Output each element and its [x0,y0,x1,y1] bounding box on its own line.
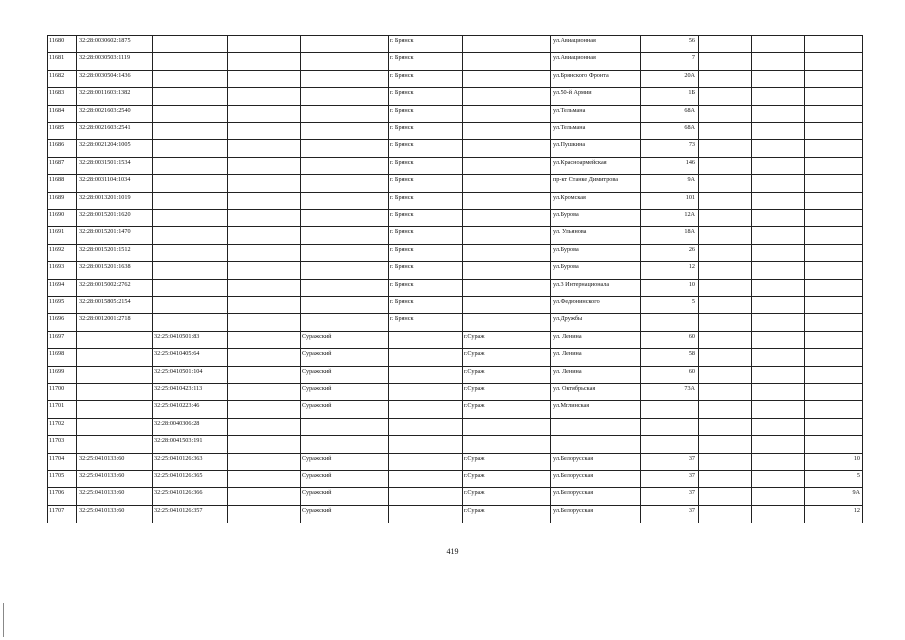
locality-1-cell: г. Брянск [390,228,414,236]
scan-artifact-line [3,603,4,637]
locality-2-cell [462,297,550,313]
cadastral-number-1-cell [77,384,152,400]
cadastral-number-2-cell [152,175,227,191]
table-row [47,453,863,470]
page-number: 419 [446,547,459,556]
locality-2-cell [462,36,550,52]
registry-table [47,35,863,523]
cadastral-number-2-cell [152,297,227,313]
locality-1-cell [388,488,462,504]
district-cell [300,53,388,69]
flat-number-cell [804,297,863,313]
cadastral-number-1-cell [77,401,152,417]
locality-1-cell [388,401,462,417]
locality-2-cell: г.Сураж [464,506,485,514]
district-cell [300,436,388,452]
row-number-cell: 11706 [49,489,65,497]
flat-number-cell [804,349,863,365]
row-number-cell: 11692 [49,245,65,253]
locality-1-cell: г. Брянск [390,71,414,79]
locality-1-cell: г. Брянск [390,37,414,44]
row-number-cell: 11685 [49,124,65,131]
table-row [47,139,863,156]
street-cell: ул.Мглинская [553,402,590,410]
row-number-cell: 11704 [49,454,65,462]
column-divider [47,35,48,523]
cadastral-number-1-cell: 32:28:0011603:1382 [79,89,131,97]
row-number-cell: 11691 [49,228,65,236]
street-cell: пр-кт Станке Димитрова [553,176,618,184]
cadastral-number-1-cell: 32:28:0021603:2541 [79,124,131,131]
locality-2-cell [462,140,550,156]
table-row [47,348,863,365]
house-number-cell: 7 [691,54,695,62]
cadastral-number-2-cell: 32:25:0410126:366 [154,489,203,497]
table-row [47,313,863,330]
flat-number-cell [804,262,863,278]
district-cell: Суражский [302,332,332,340]
cadastral-number-2-cell [152,280,227,296]
locality-2-cell [462,314,550,330]
locality-1-cell [388,384,462,400]
cadastral-number-1-cell: 32:28:0030602:1875 [79,37,131,44]
table-row [47,70,863,87]
house-number-cell: 9А [687,176,695,184]
table-row [47,35,863,52]
street-cell [551,436,640,452]
house-number-cell: 37 [688,489,695,497]
table-row [47,192,863,209]
house-number-cell: 20А [684,71,695,79]
cadastral-number-1-cell: 32:28:0012001:2718 [79,315,131,323]
flat-number-cell [804,88,863,104]
cadastral-number-1-cell: 32:28:0031104:1034 [79,176,131,184]
row-number-cell: 11684 [49,106,65,114]
street-cell: ул. Ульянова [553,228,587,236]
cadastral-number-2-cell [152,158,227,174]
table-row [47,174,863,191]
cadastral-number-1-cell: 32:28:0015805:2154 [79,298,131,305]
row-number-cell: 11707 [49,506,65,514]
table-row [47,122,863,139]
locality-1-cell: г. Брянск [390,298,414,305]
house-number-cell: 60 [688,367,695,375]
cadastral-number-1-cell [77,349,152,365]
house-number-cell: 68А [684,124,695,131]
table-row [47,366,863,383]
house-number-cell: 73А [684,385,695,392]
row-number-cell: 11680 [49,37,65,44]
cadastral-number-1-cell: 32:28:0015002:2762 [79,280,131,288]
street-cell: ул.Авиационная [553,54,596,62]
column-divider [550,35,551,523]
locality-2-cell [462,88,550,104]
street-cell: ул.Бурова [553,263,579,271]
cadastral-number-1-cell: 32:28:0015201:1470 [79,228,131,236]
house-number-cell: 101 [685,193,695,201]
row-number-cell: 11688 [49,176,65,184]
flat-number-cell [804,193,863,209]
district-cell [300,71,388,87]
street-cell: ул.3 Интернационала [553,280,610,288]
street-cell: ул.Дружбы [553,315,583,323]
house-number-cell: 12А [684,211,695,218]
flat-number-cell [804,140,863,156]
cadastral-number-1-cell: 32:28:0015201:1620 [79,211,131,218]
cadastral-number-2-cell [152,106,227,122]
locality-2-cell: г.Сураж [464,402,485,410]
flat-number-cell [804,53,863,69]
street-cell: ул.Брянского Фронта [553,71,609,79]
district-cell [300,193,388,209]
locality-1-cell: г. Брянск [390,106,414,114]
locality-2-cell [462,245,550,261]
street-cell: ул. Ленина [553,332,582,340]
district-cell [300,262,388,278]
district-cell: Суражский [302,489,332,497]
cadastral-number-1-cell: 32:28:0031501:1534 [79,158,131,166]
flat-number-cell [804,384,863,400]
locality-1-cell: г. Брянск [390,245,414,253]
cadastral-number-1-cell: 32:25:0410133:60 [79,472,125,479]
house-number-cell: 60 [688,332,695,340]
cadastral-number-2-cell: 32:25:0410223:46 [154,402,200,410]
row-number-cell: 11689 [49,193,65,201]
locality-1-cell: г. Брянск [390,280,414,288]
cadastral-number-1-cell: 32:28:0015201:1512 [79,245,131,253]
street-cell: ул. Ленина [553,367,582,375]
house-number-cell: 5 [691,298,695,305]
cadastral-number-1-cell [77,367,152,383]
locality-1-cell: г. Брянск [390,158,414,166]
cadastral-number-2-cell [152,36,227,52]
house-number-cell: 37 [688,506,695,514]
street-cell: ул.Пушкина [553,141,586,149]
column-divider [640,35,641,523]
cadastral-number-2-cell: 32:25:0410501:104 [154,367,203,375]
street-cell: ул.Тельмана [553,106,586,114]
locality-2-cell: г.Сураж [464,350,485,358]
flat-number-cell [804,401,863,417]
locality-1-cell [388,367,462,383]
street-cell: ул.Белорусская [553,506,594,514]
district-cell: Суражский [302,350,332,358]
flat-number-cell [804,314,863,330]
locality-2-cell [462,419,550,435]
row-number-cell: 11682 [49,71,65,79]
cadastral-number-2-cell: 32:28:0040306:28 [154,419,200,427]
locality-2-cell [462,123,550,139]
locality-1-cell [388,419,462,435]
locality-2-cell [462,175,550,191]
street-cell [551,419,640,435]
locality-2-cell: г.Сураж [464,454,485,462]
flat-number-cell [804,158,863,174]
row-number-cell: 11705 [49,472,65,479]
cadastral-number-2-cell [152,314,227,330]
district-cell [300,140,388,156]
flat-number-cell: 12 [853,506,860,514]
district-cell: Суражский [302,506,332,514]
flat-number-cell [804,367,863,383]
table-row [47,435,863,452]
locality-2-cell [462,53,550,69]
column-divider [388,35,389,523]
flat-number-cell [804,280,863,296]
locality-2-cell [462,262,550,278]
column-divider [751,35,752,523]
locality-2-cell: г.Сураж [464,332,485,340]
flat-number-cell [804,332,863,348]
cadastral-number-1-cell: 32:28:0030503:1119 [79,54,131,62]
table-row [47,244,863,261]
cadastral-number-2-cell: 32:28:0041503:191 [154,437,203,445]
locality-2-cell: г.Сураж [464,385,485,392]
row-number-cell: 11702 [49,419,65,427]
house-number-cell: 58 [688,350,695,358]
street-cell: ул.Тельмана [553,124,586,131]
cadastral-number-2-cell [152,123,227,139]
house-number-cell: 1Б [688,89,695,97]
district-cell: Суражский [302,402,332,410]
row-number-cell: 11686 [49,141,65,149]
street-cell: ул.Белорусская [553,489,594,497]
locality-1-cell: г. Брянск [390,193,414,201]
row-number-cell: 11699 [49,367,65,375]
row-number-cell: 11703 [49,437,65,445]
cadastral-number-2-cell: 32:25:0410126:365 [154,472,203,479]
row-number-cell: 11694 [49,280,65,288]
locality-1-cell: г. Брянск [390,124,414,131]
locality-2-cell [462,158,550,174]
table-row [47,505,863,522]
street-cell: ул.Белорусская [553,472,594,479]
street-cell: ул.Красноармейская [553,158,607,166]
street-cell: ул.50-й Армии [553,89,592,97]
cadastral-number-2-cell: 32:25:0410126:363 [154,454,203,462]
cadastral-number-1-cell [77,332,152,348]
locality-2-cell [462,210,550,226]
locality-1-cell: г. Брянск [390,263,414,271]
district-cell: Суражский [302,385,332,392]
cadastral-number-1-cell: 32:25:0410133:60 [79,506,125,514]
flat-number-cell [804,210,863,226]
column-divider [862,35,863,523]
district-cell [300,419,388,435]
district-cell: Суражский [302,454,332,462]
row-number-cell: 11681 [49,54,65,62]
column-divider [698,35,699,523]
table-row [47,261,863,278]
flat-number-cell [804,245,863,261]
house-number-cell [640,436,698,452]
flat-number-cell [804,436,863,452]
cadastral-number-2-cell [152,71,227,87]
house-number-cell: 73 [688,141,695,149]
row-number-cell: 11690 [49,211,65,218]
district-cell: Суражский [302,367,332,375]
table-row [47,331,863,348]
flat-number-cell [804,419,863,435]
cadastral-number-2-cell [152,53,227,69]
locality-1-cell: г. Брянск [390,54,414,62]
table-row [47,209,863,226]
flat-number-cell: 9А [852,489,860,497]
flat-number-cell: 10 [853,454,860,462]
locality-2-cell [462,280,550,296]
locality-1-cell: г. Брянск [390,211,414,218]
house-number-cell [640,401,698,417]
district-cell [300,210,388,226]
district-cell [300,123,388,139]
cadastral-number-1-cell: 32:28:0021204:1005 [79,141,131,149]
table-row [47,400,863,417]
street-cell: ул.Бурова [553,245,579,253]
house-number-cell [640,314,698,330]
house-number-cell: 37 [688,454,695,462]
district-cell [300,314,388,330]
flat-number-cell [804,227,863,243]
district-cell: Суражский [302,472,332,479]
house-number-cell: 18А [684,228,695,236]
locality-2-cell [462,227,550,243]
table-row [47,52,863,69]
cadastral-number-2-cell: 32:25:0410126:357 [154,506,203,514]
locality-2-cell: г.Сураж [464,489,485,497]
cadastral-number-1-cell [77,436,152,452]
house-number-cell: 56 [688,37,695,44]
cadastral-number-1-cell: 32:25:0410133:60 [79,489,125,497]
district-cell [300,106,388,122]
row-number-cell: 11697 [49,332,65,340]
street-cell: ул.Бурова [553,211,579,218]
table-row [47,418,863,435]
locality-2-cell: г.Сураж [464,367,485,375]
district-cell [300,227,388,243]
house-number-cell: 68А [684,106,695,114]
flat-number-cell [804,123,863,139]
column-divider [462,35,463,523]
locality-1-cell [388,506,462,522]
locality-1-cell [388,436,462,452]
locality-2-cell [462,193,550,209]
street-cell: ул.Федюнинского [553,298,600,305]
cadastral-number-1-cell: 32:28:0030504:1436 [79,71,131,79]
house-number-cell: 146 [685,158,695,166]
street-cell: ул.Кромская [553,193,586,201]
locality-1-cell: г. Брянск [390,176,414,184]
flat-number-cell: 5 [856,472,860,479]
locality-1-cell [388,332,462,348]
locality-1-cell: г. Брянск [390,141,414,149]
table-row [47,487,863,504]
cadastral-number-2-cell [152,140,227,156]
district-cell [300,88,388,104]
house-number-cell: 37 [688,472,695,479]
row-number-cell: 11698 [49,350,65,358]
district-cell [300,158,388,174]
cadastral-number-2-cell [152,262,227,278]
table-row [47,157,863,174]
cadastral-number-2-cell [152,88,227,104]
column-divider [152,35,153,523]
house-number-cell: 10 [688,280,695,288]
flat-number-cell [804,71,863,87]
table-row [47,383,863,400]
street-cell: ул. Октябрьская [553,385,596,392]
locality-1-cell [388,349,462,365]
flat-number-cell [804,175,863,191]
cadastral-number-2-cell: 32:25:0410423:113 [154,385,203,392]
cadastral-number-2-cell [152,245,227,261]
column-divider [300,35,301,523]
row-number-cell: 11687 [49,158,65,166]
street-cell: ул.Авиационная [553,37,596,44]
table-row [47,105,863,122]
table-row [47,279,863,296]
house-number-cell: 26 [688,245,695,253]
district-cell [300,175,388,191]
cadastral-number-2-cell: 32:25:0410501:83 [154,332,200,340]
district-cell [300,280,388,296]
house-number-cell [640,419,698,435]
column-divider [227,35,228,523]
locality-1-cell [388,454,462,470]
row-number-cell: 11701 [49,402,65,410]
house-number-cell: 12 [688,263,695,271]
locality-1-cell: г. Брянск [390,89,414,97]
cadastral-number-2-cell [152,227,227,243]
cadastral-number-1-cell: 32:28:0013201:1019 [79,193,131,201]
street-cell: ул. Ленина [553,350,582,358]
locality-2-cell: г.Сураж [464,472,485,479]
row-number-cell: 11693 [49,263,65,271]
row-number-cell: 11696 [49,315,65,323]
row-number-cell: 11700 [49,385,65,392]
row-number-cell: 11683 [49,89,65,97]
cadastral-number-2-cell: 32:25:0410405:64 [154,350,200,358]
flat-number-cell [804,106,863,122]
column-divider [804,35,805,523]
column-divider [76,35,77,523]
cadastral-number-1-cell: 32:25:0410133:60 [79,454,125,462]
cadastral-number-1-cell: 32:28:0015201:1638 [79,263,131,271]
district-cell [300,245,388,261]
table-row [47,226,863,243]
locality-2-cell [462,106,550,122]
cadastral-number-2-cell [152,193,227,209]
cadastral-number-2-cell [152,210,227,226]
locality-1-cell: г. Брянск [390,315,414,323]
table-row [47,296,863,313]
district-cell [300,36,388,52]
locality-1-cell [388,471,462,487]
cadastral-number-1-cell [77,419,152,435]
locality-2-cell [462,71,550,87]
cadastral-number-1-cell: 32:28:0021603:2540 [79,106,131,114]
locality-2-cell [462,436,550,452]
table-row [47,87,863,104]
flat-number-cell [804,36,863,52]
table-row [47,470,863,487]
street-cell: ул.Белорусская [553,454,594,462]
district-cell [300,297,388,313]
row-number-cell: 11695 [49,298,65,305]
